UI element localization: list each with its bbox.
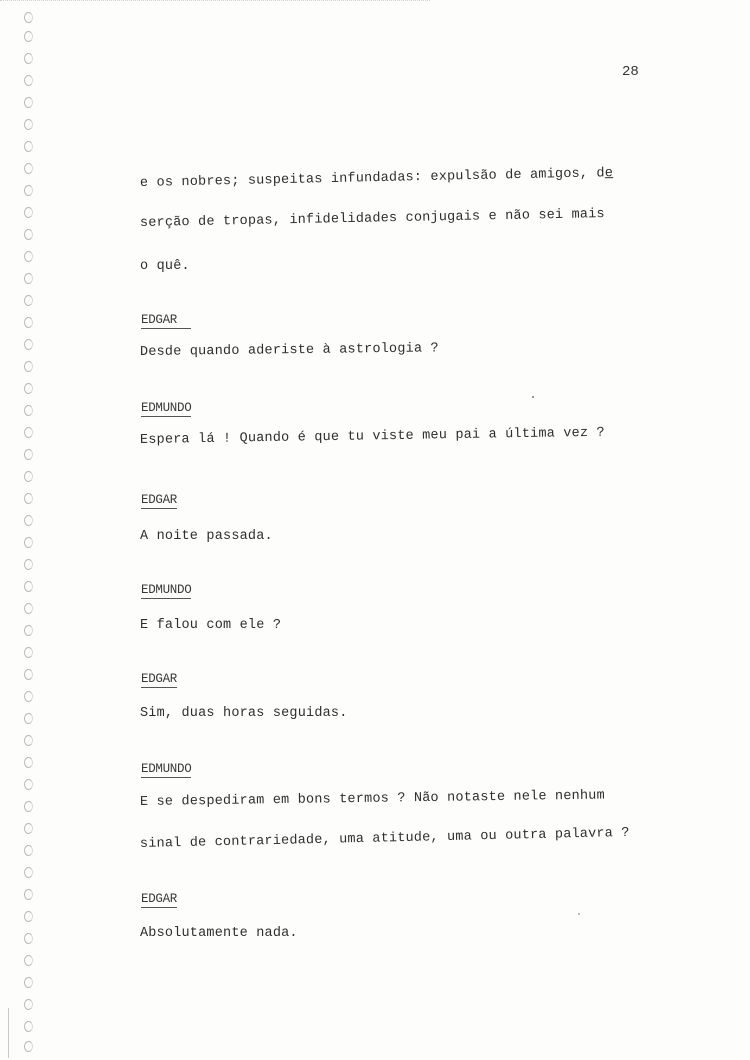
speaker-label <box>141 313 191 329</box>
dialogue-line: E se despediram em bons termos ? Não notaste nele nenhum <box>139 788 605 810</box>
dialogue-line: A noite passada. <box>140 529 273 544</box>
dialogue-line: Absolutamente nada. <box>140 926 298 941</box>
binding-hole <box>24 647 33 658</box>
dialogue-line: Desde quando aderiste à astrologia ? <box>139 341 439 360</box>
binding-hole <box>24 625 33 636</box>
text-line <box>140 166 613 191</box>
binding-hole <box>24 933 33 944</box>
binding-hole <box>24 889 33 900</box>
binding-hole <box>24 559 33 570</box>
binding-hole <box>24 713 33 724</box>
speaker-label <box>141 401 191 417</box>
speaker-name: EDGAR <box>141 313 191 329</box>
speaker-label <box>141 583 191 599</box>
speaker-name: EDGAR <box>141 493 178 507</box>
binding-hole <box>24 867 33 878</box>
dialogue-line: Sim, duas horas seguidas. <box>140 706 348 721</box>
binding-hole <box>24 845 33 856</box>
speaker-name: EDMUNDO <box>141 401 192 415</box>
dialogue-line: Espera lá ! Quando é que tu viste meu pai a última vez ? <box>139 425 605 448</box>
binding-hole <box>24 185 33 196</box>
binding-hole <box>24 757 33 768</box>
binding-hole <box>24 427 33 438</box>
dialogue-line: E falou com ele ? <box>140 618 282 633</box>
binding-hole <box>24 911 33 922</box>
binding-hole <box>24 163 33 174</box>
binding-hole <box>24 383 33 394</box>
binding-hole <box>24 1041 33 1052</box>
binding-hole <box>24 75 33 86</box>
binding-hole <box>24 339 33 350</box>
speaker-label <box>141 672 177 688</box>
binding-hole <box>24 229 33 240</box>
binding-hole <box>24 405 33 416</box>
binding-hole <box>24 603 33 614</box>
binding-hole <box>24 141 33 152</box>
page-top-edge <box>0 0 430 1</box>
binding-hole <box>24 977 33 988</box>
binding-hole <box>24 801 33 812</box>
binding-hole <box>24 823 33 834</box>
binding-hole <box>24 12 33 23</box>
speaker-label <box>141 762 191 778</box>
speaker-name: EDGAR <box>141 892 178 906</box>
binding-hole <box>24 515 33 526</box>
text-line: o quê. <box>140 259 190 274</box>
binding-hole <box>24 119 33 130</box>
binding-hole <box>24 97 33 108</box>
speaker-name: EDMUNDO <box>141 583 192 597</box>
binding-hole <box>24 999 33 1010</box>
binding-holes <box>0 0 40 1060</box>
binding-hole <box>24 273 33 284</box>
binding-hole <box>24 669 33 680</box>
hyphen-split-letter: e <box>604 166 614 182</box>
text-line-main: e os nobres; suspeitas infundadas: expulsão de amigos, d <box>139 166 605 191</box>
binding-hole <box>24 471 33 482</box>
binding-hole <box>24 251 33 262</box>
dialogue-line: sinal de contrariedade, uma atitude, uma ou outra palavra ? <box>139 825 630 852</box>
binding-hole <box>24 955 33 966</box>
speaker-name: EDMUNDO <box>141 762 192 776</box>
binding-hole <box>24 691 33 702</box>
binding-hole <box>24 581 33 592</box>
speaker-name: EDGAR <box>141 672 178 686</box>
margin-rule <box>8 1008 9 1058</box>
binding-hole <box>24 53 33 64</box>
binding-hole <box>24 779 33 790</box>
ink-speck <box>532 396 534 398</box>
page-number: 28 <box>622 64 639 80</box>
speaker-label <box>141 493 177 509</box>
binding-hole <box>24 493 33 504</box>
ink-speck <box>578 913 580 915</box>
binding-hole <box>24 1021 33 1032</box>
binding-hole <box>24 295 33 306</box>
binding-hole <box>24 449 33 460</box>
binding-hole <box>24 317 33 328</box>
text-line: serção de tropas, infidelidades conjugais e não sei mais <box>139 207 605 231</box>
speaker-label <box>141 892 177 908</box>
binding-hole <box>24 207 33 218</box>
binding-hole <box>24 735 33 746</box>
binding-hole <box>24 31 33 42</box>
binding-hole <box>24 537 33 548</box>
binding-hole <box>24 361 33 372</box>
